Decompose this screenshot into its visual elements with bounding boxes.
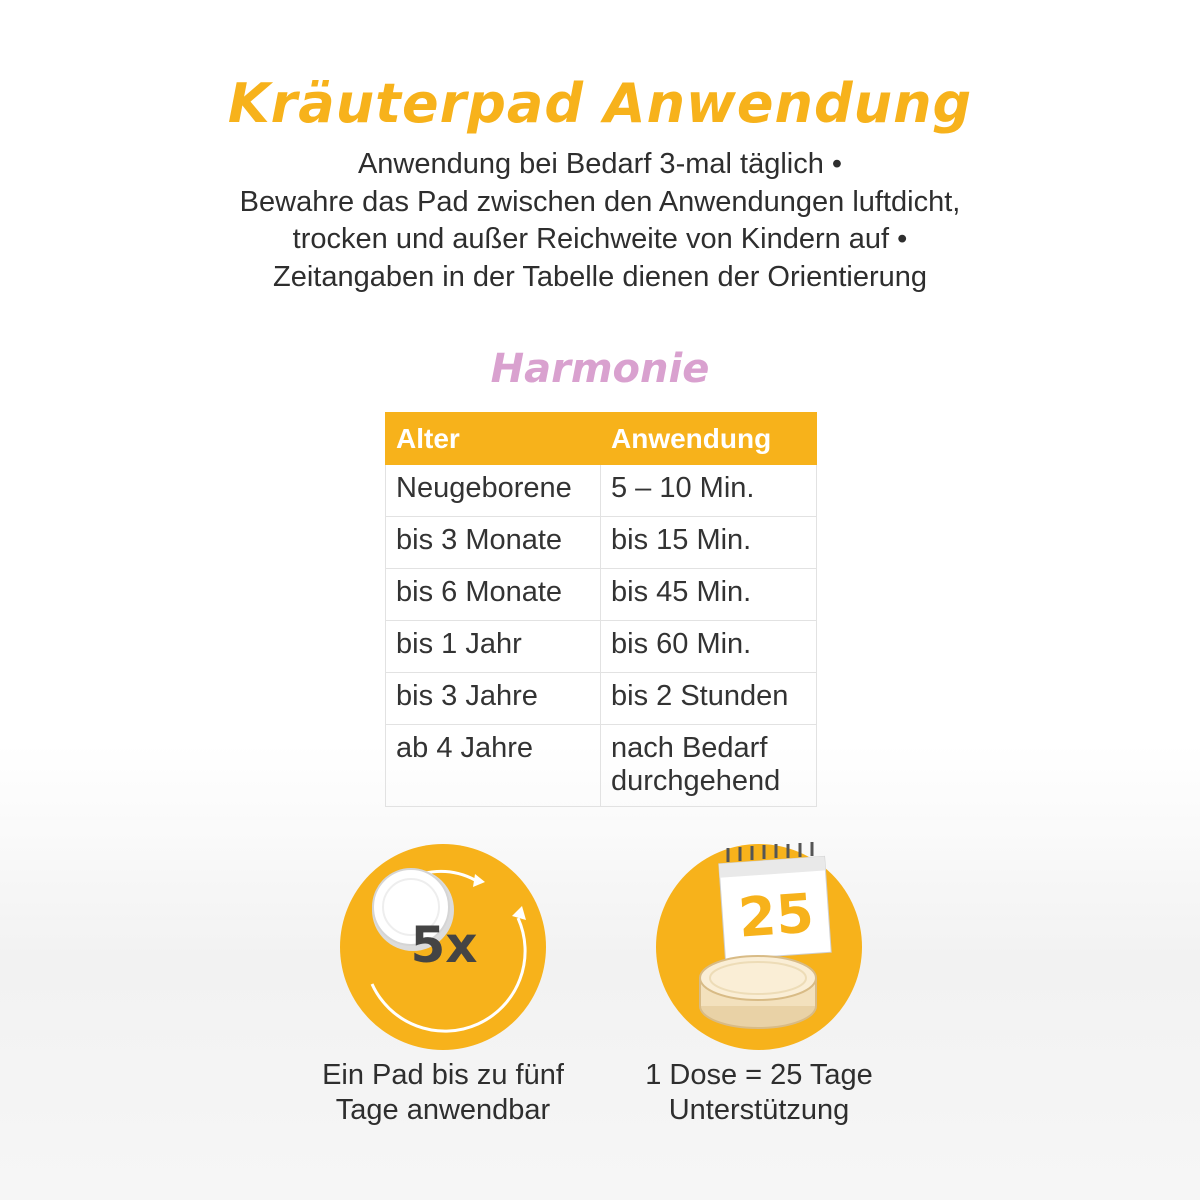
table-cell-age: bis 3 Jahre: [386, 673, 601, 725]
section-title: Harmonie: [490, 346, 710, 392]
table-cell-duration: bis 2 Stunden: [601, 673, 817, 725]
arrow-head-top: [473, 874, 485, 887]
column-header-application: Anwendung: [601, 413, 817, 465]
table-cell-duration: bis 15 Min.: [601, 517, 817, 569]
reuse-pad-graphic: [340, 844, 546, 1050]
table-row: [386, 517, 817, 569]
dosage-table: [385, 412, 817, 807]
intro-text: [0, 146, 1200, 296]
caption-line: Ein Pad bis zu fünf: [322, 1059, 564, 1091]
caption-line: Tage anwendbar: [335, 1094, 551, 1126]
column-header-age: Alter: [386, 413, 601, 465]
table-row: [386, 621, 817, 673]
table-row: [386, 725, 817, 807]
table-header-row: [386, 413, 817, 465]
table-row: [386, 673, 817, 725]
feature-caption: [594, 1058, 924, 1128]
table-cell-duration: bis 60 Min.: [601, 621, 817, 673]
intro-line: Bewahre das Pad zwischen den Anwendungen luftdicht,: [239, 185, 961, 218]
arrow-head-bottom: [512, 906, 526, 920]
table-row: [386, 465, 817, 517]
table-cell-duration: 5 – 10 Min.: [601, 465, 817, 517]
feature-caption: [278, 1058, 608, 1128]
reuse-pad-icon: [340, 844, 546, 1050]
table-cell-duration: bis 45 Min.: [601, 569, 817, 621]
caption-line: 1 Dose = 25 Tage: [645, 1059, 873, 1091]
caption-line: Unterstützung: [668, 1094, 850, 1126]
calendar-tin-graphic: [656, 844, 862, 1050]
table-cell-age: bis 3 Monate: [386, 517, 601, 569]
intro-line: Zeitangaben in der Tabelle dienen der Orientierung: [272, 260, 928, 293]
calendar-tin-icon: [656, 844, 862, 1050]
table-row: [386, 569, 817, 621]
table-cell-age: bis 1 Jahr: [386, 621, 601, 673]
table-cell-age: ab 4 Jahre: [386, 725, 601, 807]
reuse-count-label: 5x: [410, 916, 478, 974]
intro-line: Anwendung bei Bedarf 3-mal täglich •: [357, 148, 843, 180]
page-title: Kräuterpad Anwendung: [227, 72, 973, 135]
calendar-day-number: 25: [736, 881, 816, 950]
table-cell-age: bis 6 Monate: [386, 569, 601, 621]
intro-line: trocken und außer Reichweite von Kindern auf •: [292, 223, 908, 255]
table-cell-age: Neugeborene: [386, 465, 601, 517]
table-cell-duration: nach Bedarf durchgehend: [601, 725, 817, 807]
